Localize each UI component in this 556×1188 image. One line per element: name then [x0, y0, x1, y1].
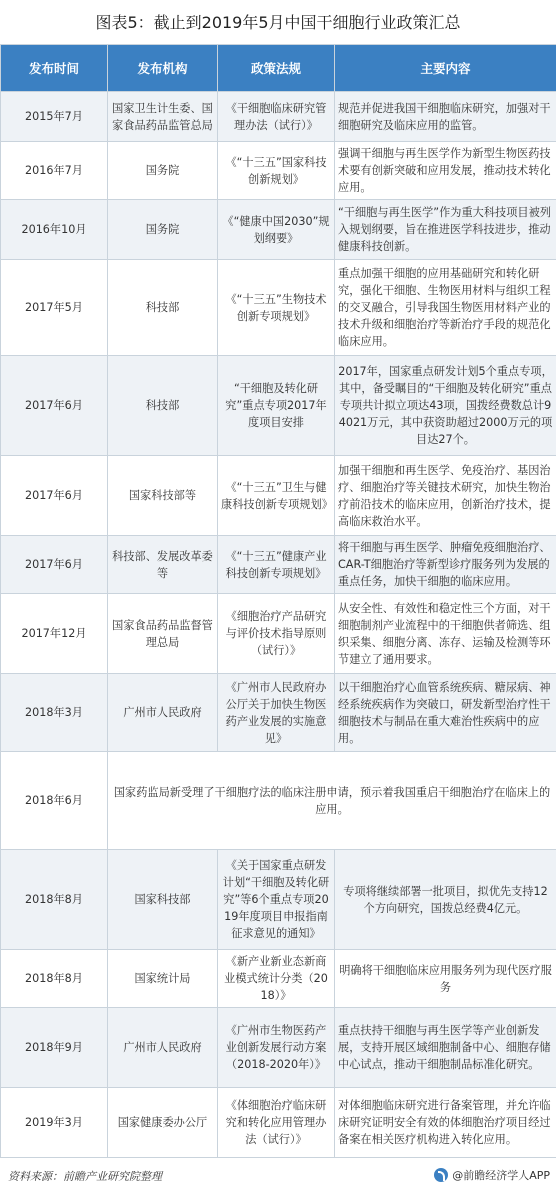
- table-row: [1, 456, 556, 536]
- row-content: 强调干细胞与再生医学作为新型生物医药技术要有创新突破和应用发展，推动技术转化应用。: [335, 142, 556, 200]
- header-content: 主要内容: [335, 45, 556, 92]
- row-date: 2018年6月: [1, 752, 108, 850]
- row-law: 《广州市生物医药产业创新发展行动方案（2018-2020年）》: [218, 1008, 335, 1088]
- row-content: 2017年，国家重点研发计划5个重点专项，其中，备受瞩目的“干细胞及转化研究”重点专项共计拟立项达43项，国拨经费数总计94021万元，其中获资助超过2000万元的项目达27个。: [335, 356, 556, 456]
- row-date: 2017年6月: [1, 356, 108, 456]
- row-org: 国务院: [108, 200, 218, 260]
- header-org: 发布机构: [108, 45, 218, 92]
- table-row: [1, 1008, 556, 1088]
- row-org: 广州市人民政府: [108, 674, 218, 752]
- policy-table: [0, 44, 556, 1158]
- brand-label: @前瞻经济学人APP: [452, 1169, 550, 1182]
- row-date: 2018年3月: [1, 674, 108, 752]
- row-law: “干细胞及转化研究”重点专项2017年度项目安排: [218, 356, 335, 456]
- row-content: 重点扶持干细胞与再生医学等产业创新发展，支持开展区域细胞制备中心、细胞存储中心试点，推动干细胞制品标准化研究。: [335, 1008, 556, 1088]
- row-org: 科技部: [108, 260, 218, 356]
- row-content: 将干细胞与再生医学、肿瘤免疫细胞治疗、CAR-T细胞治疗等新型诊疗服务列为发展的重点任务，加快干细胞的临床应用。: [335, 536, 556, 594]
- table-row: [1, 674, 556, 752]
- row-date: 2015年7月: [1, 92, 108, 142]
- row-date: 2017年6月: [1, 456, 108, 536]
- row-law: 《“十三五”生物技术创新专项规划》: [218, 260, 335, 356]
- row-content: “干细胞与再生医学”作为重大科技项目被列入规划纲要，旨在推进医学科技进步，推动健康科技创新。: [335, 200, 556, 260]
- row-org: 国家食品药品监督管理总局: [108, 594, 218, 674]
- chart-title: 图表5：截止到2019年5月中国干细胞行业政策汇总: [95, 12, 461, 32]
- table-row: [1, 950, 556, 1008]
- row-org: 广州市人民政府: [108, 1008, 218, 1088]
- row-org: 科技部、发展改革委等: [108, 536, 218, 594]
- table-row: [1, 1088, 556, 1158]
- row-org: 国家卫生计生委、国家食品药品监管总局: [108, 92, 218, 142]
- row-content: 专项将继续部署一批项目，拟优先支持12个方向研究，国拨总经费4亿元。: [335, 850, 556, 950]
- row-merged-content: 国家药监局新受理了干细胞疗法的临床注册申请，预示着我国重启干细胞治疗在临床上的应用。: [108, 752, 556, 850]
- row-date: 2017年6月: [1, 536, 108, 594]
- brand-credit: [434, 1167, 550, 1183]
- row-content: 从安全性、有效性和稳定性三个方面，对干细胞制剂产业流程中的干细胞供者筛选、组织采集、细胞分离、冻存、运输及检测等环节建立了通用要求。: [335, 594, 556, 674]
- row-date: 2018年9月: [1, 1008, 108, 1088]
- row-org: 科技部: [108, 356, 218, 456]
- row-law: 《“十三五”卫生与健康科技创新专项规划》: [218, 456, 335, 536]
- row-law: 《新产业新业态新商业模式统计分类（2018）》: [218, 950, 335, 1008]
- header-date: 发布时间: [1, 45, 108, 92]
- table-row: [1, 200, 556, 260]
- row-date: 2018年8月: [1, 850, 108, 950]
- row-org: 国家科技部等: [108, 456, 218, 536]
- table-row: [1, 260, 556, 356]
- source-note: 资料来源：前瞻产业研究院整理: [8, 1170, 162, 1183]
- table-row: [1, 92, 556, 142]
- table-row: [1, 850, 556, 950]
- table-row: [1, 356, 556, 456]
- footer: [0, 1163, 556, 1188]
- table-row: [1, 752, 556, 850]
- row-content: 规范并促进我国干细胞临床研究，加强对干细胞研究及临床应用的监管。: [335, 92, 556, 142]
- brand-logo-icon: [434, 1168, 448, 1182]
- row-org: 国家健康委办公厅: [108, 1088, 218, 1158]
- row-content: 对体细胞临床研究进行备案管理，并允许临床研究证明安全有效的体细胞治疗项目经过备案在相关医疗机构进入转化应用。: [335, 1088, 556, 1158]
- row-law: 《“十三五”健康产业科技创新专项规划》: [218, 536, 335, 594]
- row-date: 2017年5月: [1, 260, 108, 356]
- table-row: [1, 536, 556, 594]
- table-row: [1, 142, 556, 200]
- row-date: 2016年10月: [1, 200, 108, 260]
- row-date: 2017年12月: [1, 594, 108, 674]
- row-content: 明确将干细胞临床应用服务列为现代医疗服务: [335, 950, 556, 1008]
- row-law: 《关于国家重点研发计划“干细胞及转化研究”等6个重点专项2019年度项目申报指南征求意见的通知》: [218, 850, 335, 950]
- row-law: 《广州市人民政府办公厅关于加快生物医药产业发展的实施意见》: [218, 674, 335, 752]
- row-law: 《体细胞治疗临床研究和转化应用管理办法（试行）》: [218, 1088, 335, 1158]
- row-content: 以干细胞治疗心血管系统疾病、糖尿病、神经系统疾病作为突破口，研发新型治疗性干细胞技术与制品在重大难治性疾病中的应用。: [335, 674, 556, 752]
- table-row: [1, 594, 556, 674]
- row-law: 《干细胞临床研究管理办法（试行）》: [218, 92, 335, 142]
- row-law: 《细胞治疗产品研究与评价技术指导原则（试行）》: [218, 594, 335, 674]
- row-content: 加强干细胞和再生医学、免疫治疗、基因治疗、细胞治疗等关键技术研究，加快生物治疗前沿技术的临床应用，创新治疗技术，提高临床救治水平。: [335, 456, 556, 536]
- row-content: 重点加强干细胞的应用基础研究和转化研究，强化干细胞、生物医用材料与组织工程的交叉融合，引导我国生物医用材料产业的技术升级和细胞治疗等新治疗手段的规范化临床应用。: [335, 260, 556, 356]
- row-org: 国家统计局: [108, 950, 218, 1008]
- row-org: 国家科技部: [108, 850, 218, 950]
- row-law: 《“十三五”国家科技创新规划》: [218, 142, 335, 200]
- row-date: 2018年8月: [1, 950, 108, 1008]
- row-date: 2019年3月: [1, 1088, 108, 1158]
- row-law: 《“健康中国2030”规划纲要》: [218, 200, 335, 260]
- row-org: 国务院: [108, 142, 218, 200]
- row-date: 2016年7月: [1, 142, 108, 200]
- header-law: 政策法规: [218, 45, 335, 92]
- table-header-row: [1, 45, 556, 92]
